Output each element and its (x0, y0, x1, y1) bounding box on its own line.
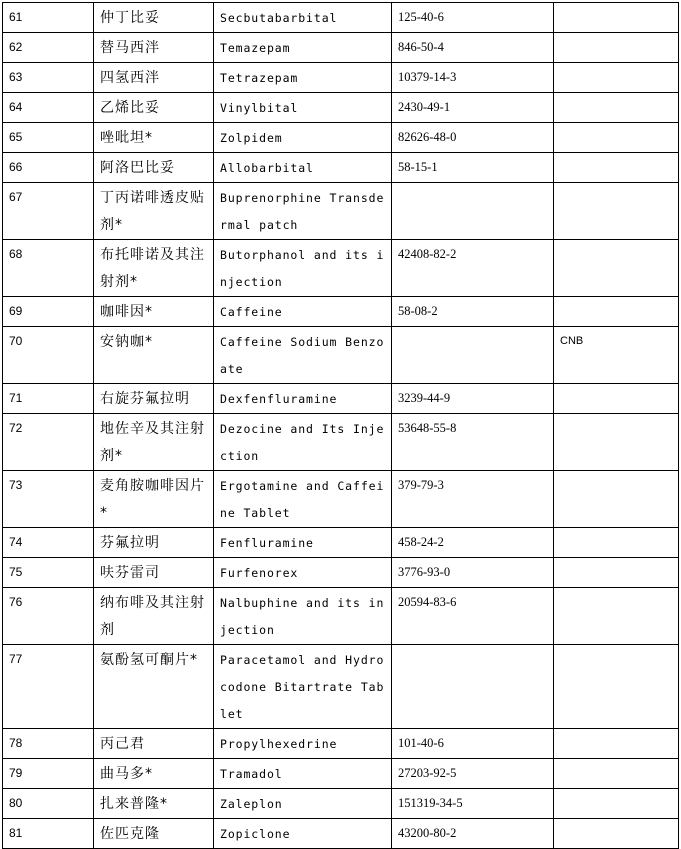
cell-note (554, 789, 679, 819)
cell-chinese-name: 替马西泮 (94, 33, 214, 63)
cell-cas-number: 43200-80-2 (392, 819, 554, 849)
table-row (3, 819, 679, 849)
cell-english-name: Zopiclone (214, 819, 392, 849)
cell-note (554, 558, 679, 588)
cell-cas-number: 58-08-2 (392, 297, 554, 327)
table-row (3, 153, 679, 183)
table-row (3, 558, 679, 588)
cell-note (554, 384, 679, 414)
cell-english-name: Dezocine and Its Injection (214, 414, 392, 471)
cell-cas-number (392, 183, 554, 240)
cell-number: 72 (3, 414, 94, 471)
cell-english-name: Allobarbital (214, 153, 392, 183)
cell-english-name: Dexfenfluramine (214, 384, 392, 414)
table-row (3, 240, 679, 297)
cell-cas-number: 846-50-4 (392, 33, 554, 63)
cell-note (554, 414, 679, 471)
cell-cas-number: 10379-14-3 (392, 63, 554, 93)
table-row (3, 183, 679, 240)
cell-note (554, 93, 679, 123)
cell-chinese-name: 咖啡因* (94, 297, 214, 327)
cell-number: 69 (3, 297, 94, 327)
drug-table (2, 2, 679, 849)
cell-english-name: Ergotamine and Caffeine Tablet (214, 471, 392, 528)
cell-chinese-name: 唑吡坦* (94, 123, 214, 153)
cell-cas-number (392, 327, 554, 384)
cell-chinese-name: 阿洛巴比妥 (94, 153, 214, 183)
cell-note (554, 63, 679, 93)
cell-cas-number: 3239-44-9 (392, 384, 554, 414)
cell-number: 65 (3, 123, 94, 153)
cell-note (554, 645, 679, 729)
cell-number: 64 (3, 93, 94, 123)
cell-english-name: Butorphanol and its injection (214, 240, 392, 297)
cell-chinese-name: 麦角胺咖啡因片* (94, 471, 214, 528)
cell-english-name: Zolpidem (214, 123, 392, 153)
cell-english-name: Nalbuphine and its injection (214, 588, 392, 645)
cell-number: 80 (3, 789, 94, 819)
cell-chinese-name: 呋芬雷司 (94, 558, 214, 588)
cell-number: 68 (3, 240, 94, 297)
drug-table-body (3, 3, 679, 849)
cell-number: 76 (3, 588, 94, 645)
table-row (3, 645, 679, 729)
cell-english-name: Vinylbital (214, 93, 392, 123)
table-row (3, 471, 679, 528)
cell-chinese-name: 丙己君 (94, 729, 214, 759)
cell-chinese-name: 氨酚氢可酮片* (94, 645, 214, 729)
cell-note (554, 240, 679, 297)
cell-chinese-name: 纳布啡及其注射剂 (94, 588, 214, 645)
cell-chinese-name: 扎来普隆* (94, 789, 214, 819)
cell-chinese-name: 芬氟拉明 (94, 528, 214, 558)
cell-note (554, 183, 679, 240)
cell-chinese-name: 右旋芬氟拉明 (94, 384, 214, 414)
table-row (3, 123, 679, 153)
cell-number: 81 (3, 819, 94, 849)
cell-english-name: Tramadol (214, 759, 392, 789)
cell-english-name: Secbutabarbital (214, 3, 392, 33)
cell-note (554, 297, 679, 327)
cell-cas-number: 42408-82-2 (392, 240, 554, 297)
cell-cas-number: 53648-55-8 (392, 414, 554, 471)
table-row (3, 327, 679, 384)
cell-chinese-name: 地佐辛及其注射剂* (94, 414, 214, 471)
cell-chinese-name: 仲丁比妥 (94, 3, 214, 33)
cell-english-name: Fenfluramine (214, 528, 392, 558)
cell-note (554, 471, 679, 528)
cell-english-name: Tetrazepam (214, 63, 392, 93)
table-row (3, 297, 679, 327)
cell-chinese-name: 丁丙诺啡透皮贴剂* (94, 183, 214, 240)
table-row (3, 93, 679, 123)
cell-number: 73 (3, 471, 94, 528)
cell-english-name: Temazepam (214, 33, 392, 63)
cell-chinese-name: 乙烯比妥 (94, 93, 214, 123)
cell-chinese-name: 布托啡诺及其注射剂* (94, 240, 214, 297)
cell-chinese-name: 曲马多* (94, 759, 214, 789)
table-row (3, 33, 679, 63)
cell-cas-number: 82626-48-0 (392, 123, 554, 153)
cell-note (554, 759, 679, 789)
cell-cas-number: 101-40-6 (392, 729, 554, 759)
table-row (3, 414, 679, 471)
table-row (3, 384, 679, 414)
cell-english-name: Furfenorex (214, 558, 392, 588)
cell-english-name: Caffeine (214, 297, 392, 327)
cell-english-name: Paracetamol and Hydrocodone Bitartrate Tablet (214, 645, 392, 729)
cell-cas-number: 3776-93-0 (392, 558, 554, 588)
cell-note (554, 153, 679, 183)
cell-cas-number (392, 645, 554, 729)
cell-note (554, 729, 679, 759)
cell-chinese-name: 佐匹克隆 (94, 819, 214, 849)
cell-chinese-name: 四氢西泮 (94, 63, 214, 93)
cell-note (554, 123, 679, 153)
cell-english-name: Buprenorphine Transdermal patch (214, 183, 392, 240)
cell-number: 71 (3, 384, 94, 414)
cell-english-name: Zaleplon (214, 789, 392, 819)
cell-note: CNB (554, 327, 679, 384)
cell-cas-number: 2430-49-1 (392, 93, 554, 123)
cell-note (554, 3, 679, 33)
table-row (3, 528, 679, 558)
cell-number: 74 (3, 528, 94, 558)
cell-english-name: Propylhexedrine (214, 729, 392, 759)
cell-cas-number: 20594-83-6 (392, 588, 554, 645)
table-row (3, 789, 679, 819)
cell-cas-number: 379-79-3 (392, 471, 554, 528)
cell-number: 79 (3, 759, 94, 789)
cell-number: 77 (3, 645, 94, 729)
cell-number: 75 (3, 558, 94, 588)
cell-number: 78 (3, 729, 94, 759)
table-row (3, 3, 679, 33)
cell-note (554, 819, 679, 849)
cell-note (554, 588, 679, 645)
cell-cas-number: 151319-34-5 (392, 789, 554, 819)
cell-note (554, 33, 679, 63)
table-row (3, 729, 679, 759)
cell-number: 61 (3, 3, 94, 33)
cell-cas-number: 125-40-6 (392, 3, 554, 33)
cell-cas-number: 58-15-1 (392, 153, 554, 183)
table-row (3, 588, 679, 645)
cell-number: 63 (3, 63, 94, 93)
cell-cas-number: 458-24-2 (392, 528, 554, 558)
cell-note (554, 528, 679, 558)
cell-number: 67 (3, 183, 94, 240)
cell-number: 66 (3, 153, 94, 183)
cell-chinese-name: 安钠咖* (94, 327, 214, 384)
cell-cas-number: 27203-92-5 (392, 759, 554, 789)
cell-english-name: Caffeine Sodium Benzoate (214, 327, 392, 384)
cell-number: 70 (3, 327, 94, 384)
table-row (3, 759, 679, 789)
cell-number: 62 (3, 33, 94, 63)
table-row (3, 63, 679, 93)
